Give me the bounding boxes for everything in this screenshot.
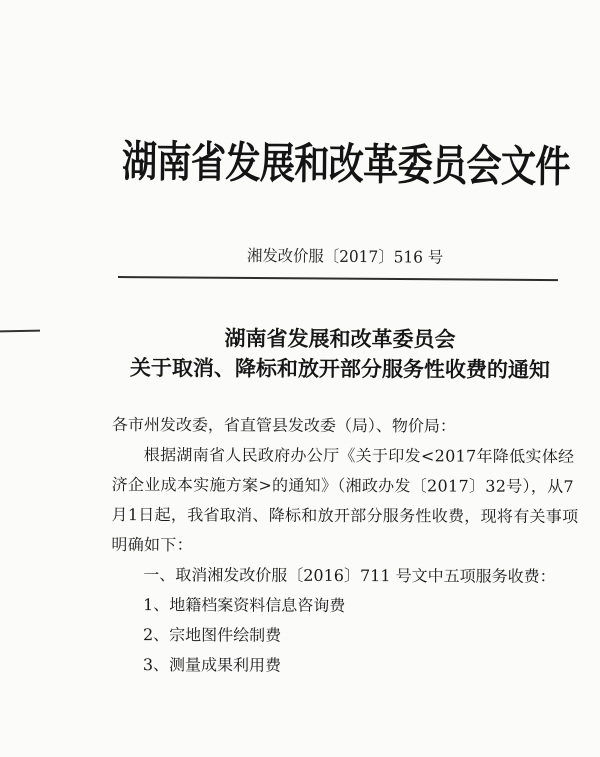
issuer-title: 湖南省发展和改革委员会文件 — [121, 137, 570, 193]
notice-body — [111, 410, 582, 682]
section-heading: 一、取消湘发改价服〔2016〕711 号文中五项服务收费： — [143, 565, 556, 586]
list-item: 3、测量成果利用费 — [142, 655, 282, 675]
header-divider — [118, 276, 558, 281]
intro-paragraph: 根据湖南省人民政府办公厅《关于印发<2017年降低实体经济企业成本实施方案>的通知》（湘政办发〔2017〕32号），从7月1日起，我省取消、降标和放开部分服务性收费，现将有关事项明确如下： — [111, 445, 579, 555]
list-item: 2、宗地图件绘制费 — [142, 625, 282, 645]
notice-title-line-1: 湖南省发展和改革委员会 — [224, 325, 456, 352]
list-item: 1、地籍档案资料信息咨询费 — [143, 595, 346, 616]
document-number: 湘发改价服〔2017〕516 号 — [246, 246, 444, 267]
notice-title-line-2: 关于取消、降标和放开部分服务性收费的通知 — [129, 354, 550, 383]
salutation: 各市州发改委，省直管县发改委（局）、物价局： — [111, 414, 456, 436]
notice-title — [120, 323, 560, 385]
margin-mark — [0, 330, 40, 333]
